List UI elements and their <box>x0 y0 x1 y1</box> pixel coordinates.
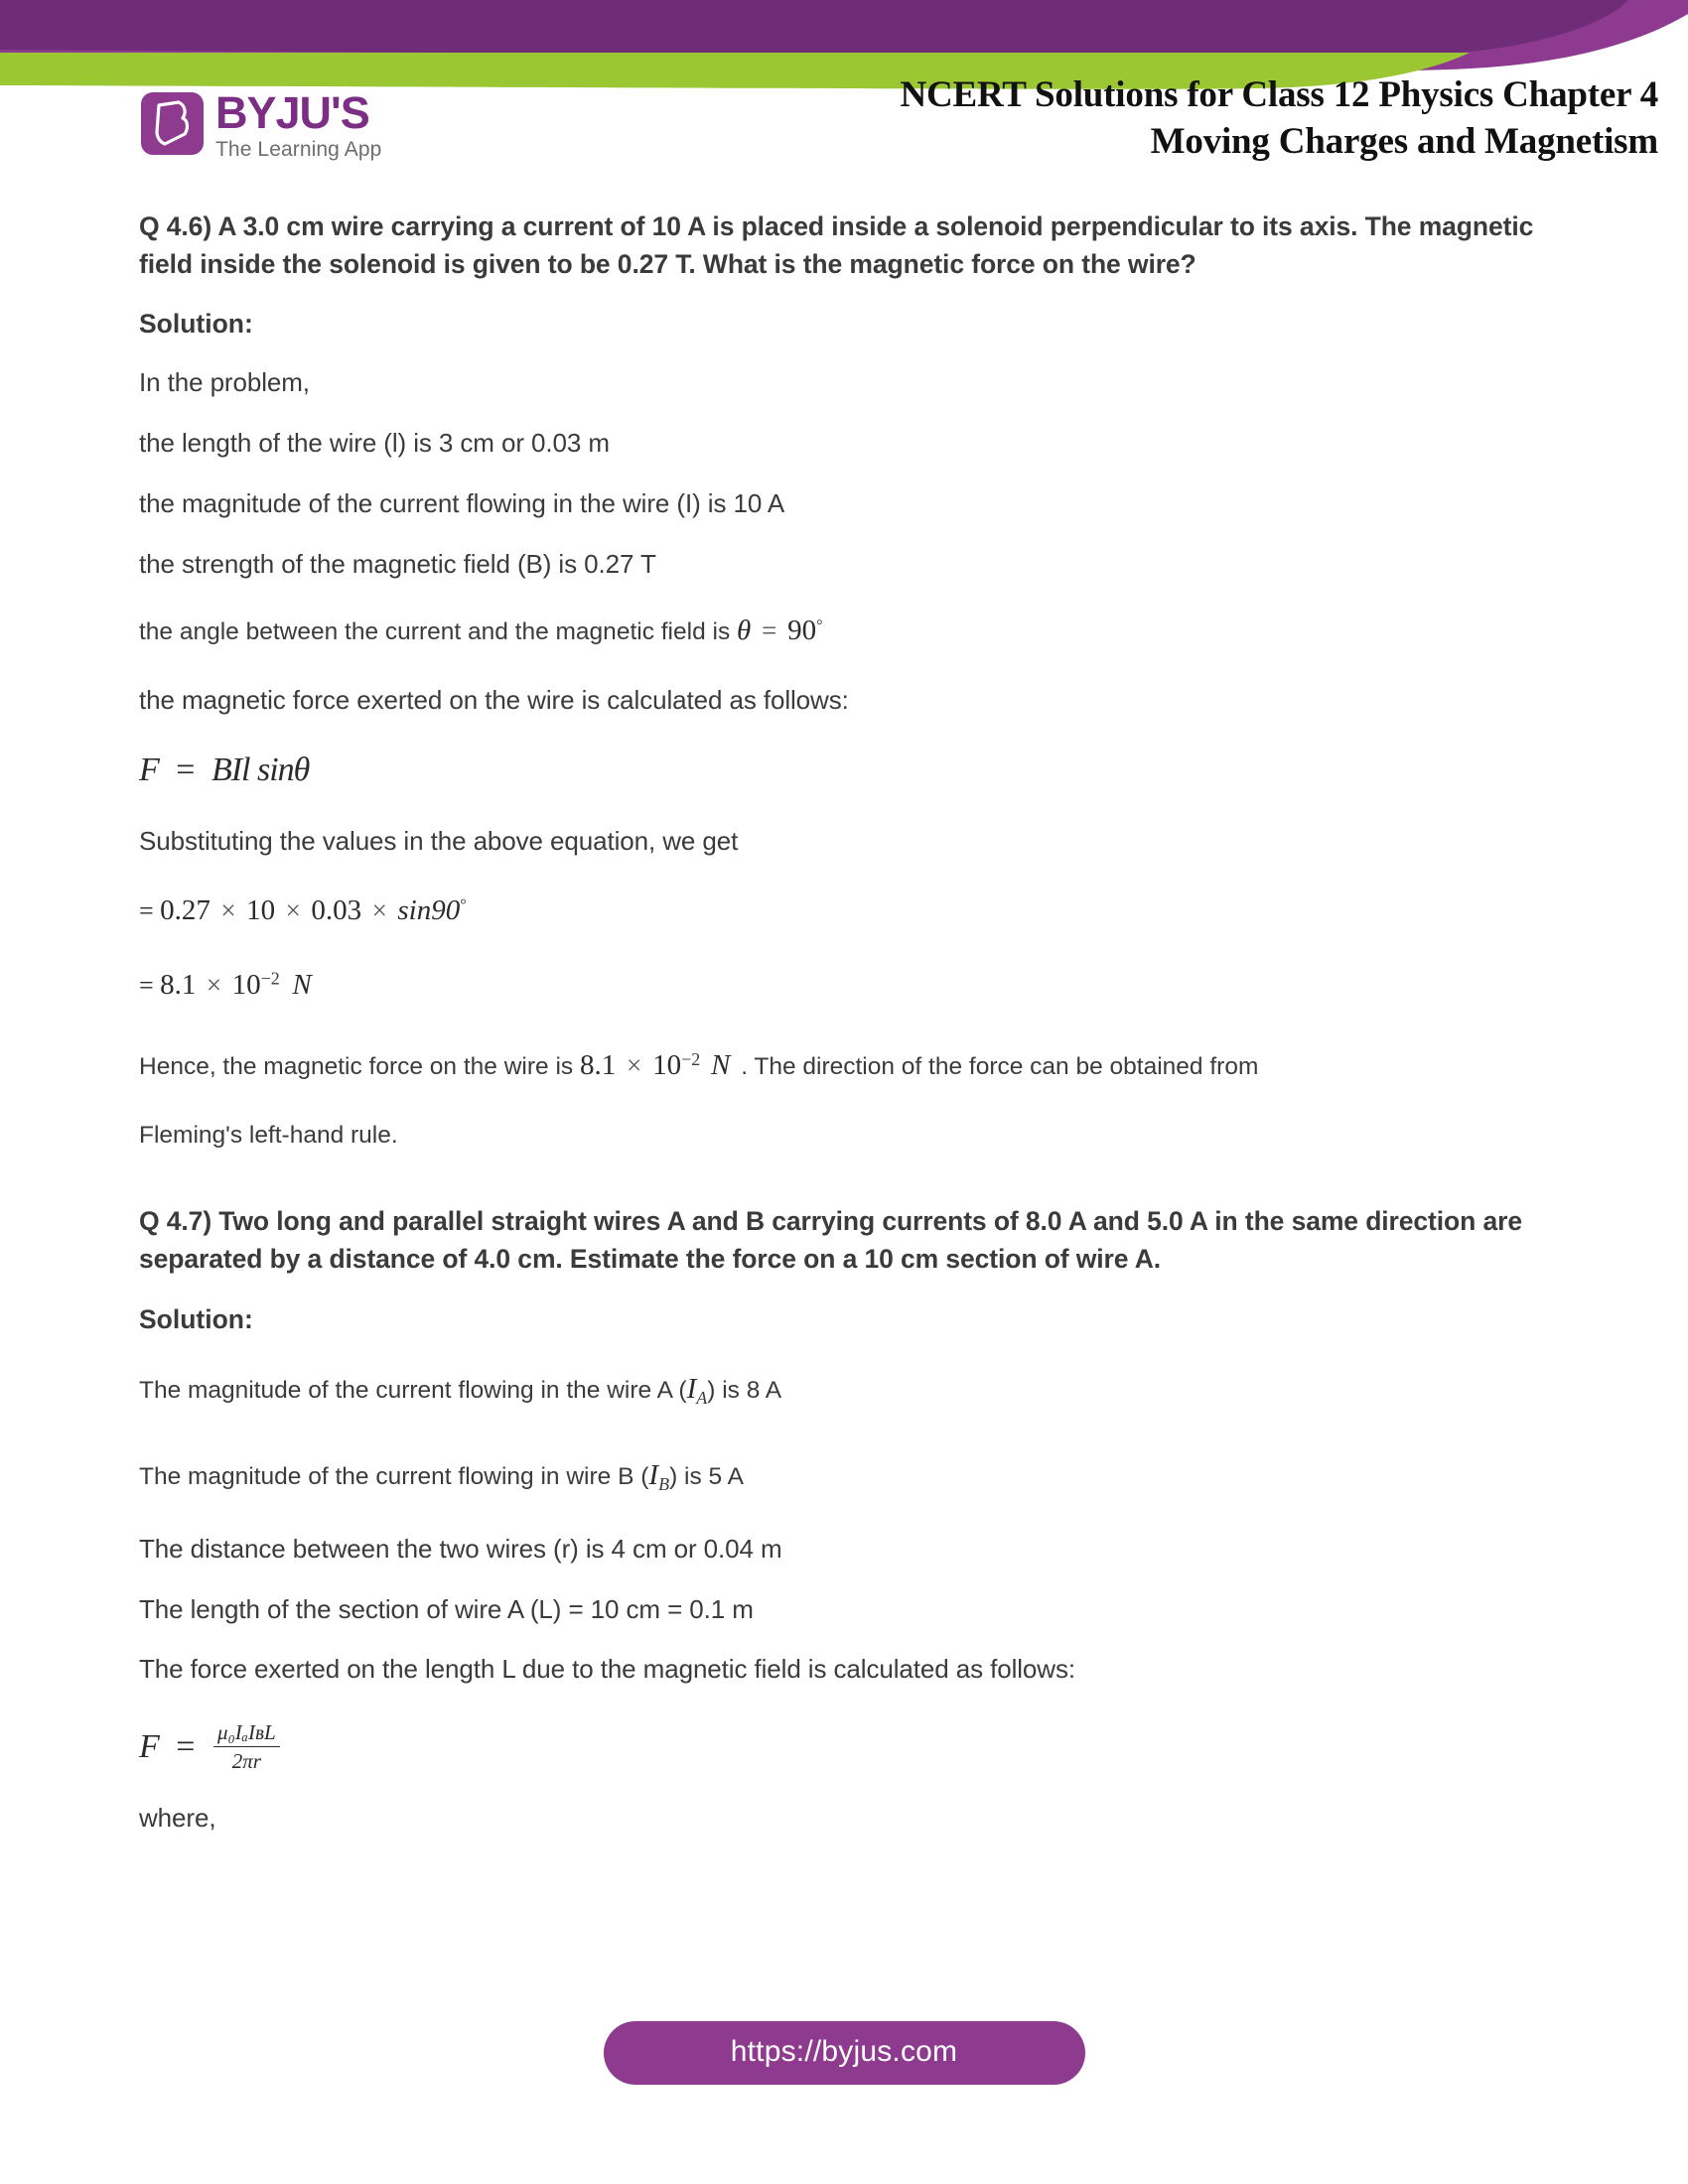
q46-hence-line-2: Fleming's left-hand rule. <box>139 1122 398 1150</box>
q46-line-field: the strength of the magnetic field (B) is 0.27 T <box>139 548 656 579</box>
q47-IB-prefix: The magnitude of the current flowing in wire B ( <box>139 1463 649 1491</box>
page-header <box>0 60 1688 189</box>
q46-calc-sin: sin90 <box>397 893 461 926</box>
q47-formula-denominator: 2πr <box>231 1749 261 1774</box>
q46-formula-rhs: BIl sinθ <box>211 751 310 788</box>
logo-tagline: The Learning App <box>215 138 382 162</box>
question-4-6-text: Q 4.6) A 3.0 cm wire carrying a current of 10 A is placed inside a solenoid perpendicular to its axis. The magnetic field inside the solenoid is given to be 0.27 T. What is the magnetic force on the wire? <box>139 211 1534 279</box>
byjus-url-button[interactable]: https://byjus.com <box>604 2021 1085 2085</box>
byjus-logo-mark-icon <box>141 92 204 155</box>
q47-line-distance: The distance between the two wires (r) is 4 cm or 0.04 m <box>139 1533 782 1564</box>
q46-angle-value: 90 <box>787 614 817 647</box>
q46-result-equals: = <box>139 970 154 1000</box>
q46-angle-degree: ° <box>816 617 823 635</box>
page-footer <box>0 2021 1688 2085</box>
q47-IA-suffix: ) is 8 A <box>707 1376 782 1404</box>
q46-line-current: the magnitude of the current flowing in the wire (I) is 10 A <box>139 487 785 518</box>
q47-line-force-intro: The force exerted on the length L due to the magnetic field is calculated as follows: <box>139 1654 1075 1685</box>
q46-calc-value-3: 0.03 <box>311 893 362 926</box>
q46-line-length: the length of the wire (l) is 3 cm or 0.03 m <box>139 428 610 459</box>
q47-line-current-B <box>139 1457 1549 1495</box>
q46-hence-times: × <box>627 1049 642 1080</box>
q46-hence-suffix: . The direction of the force can be obtained from <box>741 1052 1259 1080</box>
logo-wordmark: BYJU'S <box>215 87 369 138</box>
q47-formula-F <box>139 1722 1549 1776</box>
q47-IA-subscript: A <box>696 1387 708 1408</box>
q46-result-exponent: −2 <box>260 968 280 989</box>
q46-hence-line-1 <box>139 1047 1549 1085</box>
q46-calc-degree: ° <box>460 896 467 914</box>
q46-result-times: × <box>206 969 222 1000</box>
q47-formula-numerator: μ₀IₐIʙL <box>213 1720 280 1747</box>
q46-result-unit: N <box>292 968 312 1001</box>
q46-result-line <box>139 969 1549 1002</box>
q46-calc-value-2: 10 <box>246 893 276 926</box>
q46-result-mantissa: 8.1 <box>160 968 197 1001</box>
q47-IB-subscript: B <box>658 1474 670 1495</box>
q47-IB-suffix: ) is 5 A <box>669 1463 744 1491</box>
q46-angle-symbol: θ <box>737 614 752 647</box>
q46-line-force-intro: the magnetic force exerted on the wire is calculated as follows: <box>139 685 849 716</box>
q46-calc-value-1: 0.27 <box>160 893 211 926</box>
q46-calc-times-1: × <box>220 894 236 925</box>
document-body <box>139 208 1549 1836</box>
solution-label-4-6: Solution: <box>139 309 253 340</box>
solution-label-4-7: Solution: <box>139 1303 253 1334</box>
q47-line-current-A <box>139 1371 1549 1409</box>
q46-hence-prefix: Hence, the magnetic force on the wire is <box>139 1052 574 1080</box>
q46-formula-F-symbol: F <box>139 751 160 788</box>
q47-line-length: The length of the section of wire A (L) = 10 cm = 0.1 m <box>139 1593 754 1624</box>
document-title-line-1: NCERT Solutions for Class 12 Physics Chapter 4 <box>900 74 1658 115</box>
section-spacer <box>139 1152 1549 1203</box>
q46-calculation-line <box>139 894 1549 927</box>
q47-line-where: where, <box>139 1803 216 1834</box>
document-title-line-2: Moving Charges and Magnetism <box>1150 121 1658 163</box>
q47-IA-prefix: The magnitude of the current flowing in the wire A ( <box>139 1376 687 1404</box>
q46-hence-base: 10 <box>652 1048 682 1081</box>
q47-formula-equals: = <box>176 1728 196 1766</box>
q46-result-base: 10 <box>231 968 261 1001</box>
q46-line-substitute: Substituting the values in the above equation, we get <box>139 825 739 856</box>
q47-IB-symbol: I <box>648 1459 659 1492</box>
q46-formula-F <box>139 751 1549 789</box>
q46-angle-equals: = <box>762 615 777 646</box>
q47-IA-symbol: I <box>686 1372 697 1405</box>
question-4-7-text: Q 4.7) Two long and parallel straight wires A and B carrying currents of 8.0 A and 5.0 A in the same direction are separated by a distance of 4.0 cm. Estimate the force on a 10 cm section of wire A. <box>139 1206 1522 1274</box>
q46-hence-unit: N <box>711 1048 731 1081</box>
q46-hence-exponent: −2 <box>681 1048 701 1069</box>
document-title <box>566 71 1658 166</box>
q46-formula-equals: = <box>176 751 196 788</box>
banner-purple-shape <box>0 0 1628 58</box>
q46-calc-equals: = <box>139 895 154 925</box>
q46-hence-mantissa: 8.1 <box>579 1048 617 1081</box>
q46-calc-times-2: × <box>285 894 301 925</box>
q46-angle-prefix: the angle between the current and the magnetic field is <box>139 618 731 646</box>
q46-calc-times-3: × <box>371 894 387 925</box>
q46-line-intro: In the problem, <box>139 367 310 398</box>
q47-formula-fraction <box>213 1720 280 1774</box>
byjus-logo <box>141 87 382 162</box>
q46-line-angle <box>139 613 1549 650</box>
q47-formula-F-symbol: F <box>139 1728 160 1766</box>
